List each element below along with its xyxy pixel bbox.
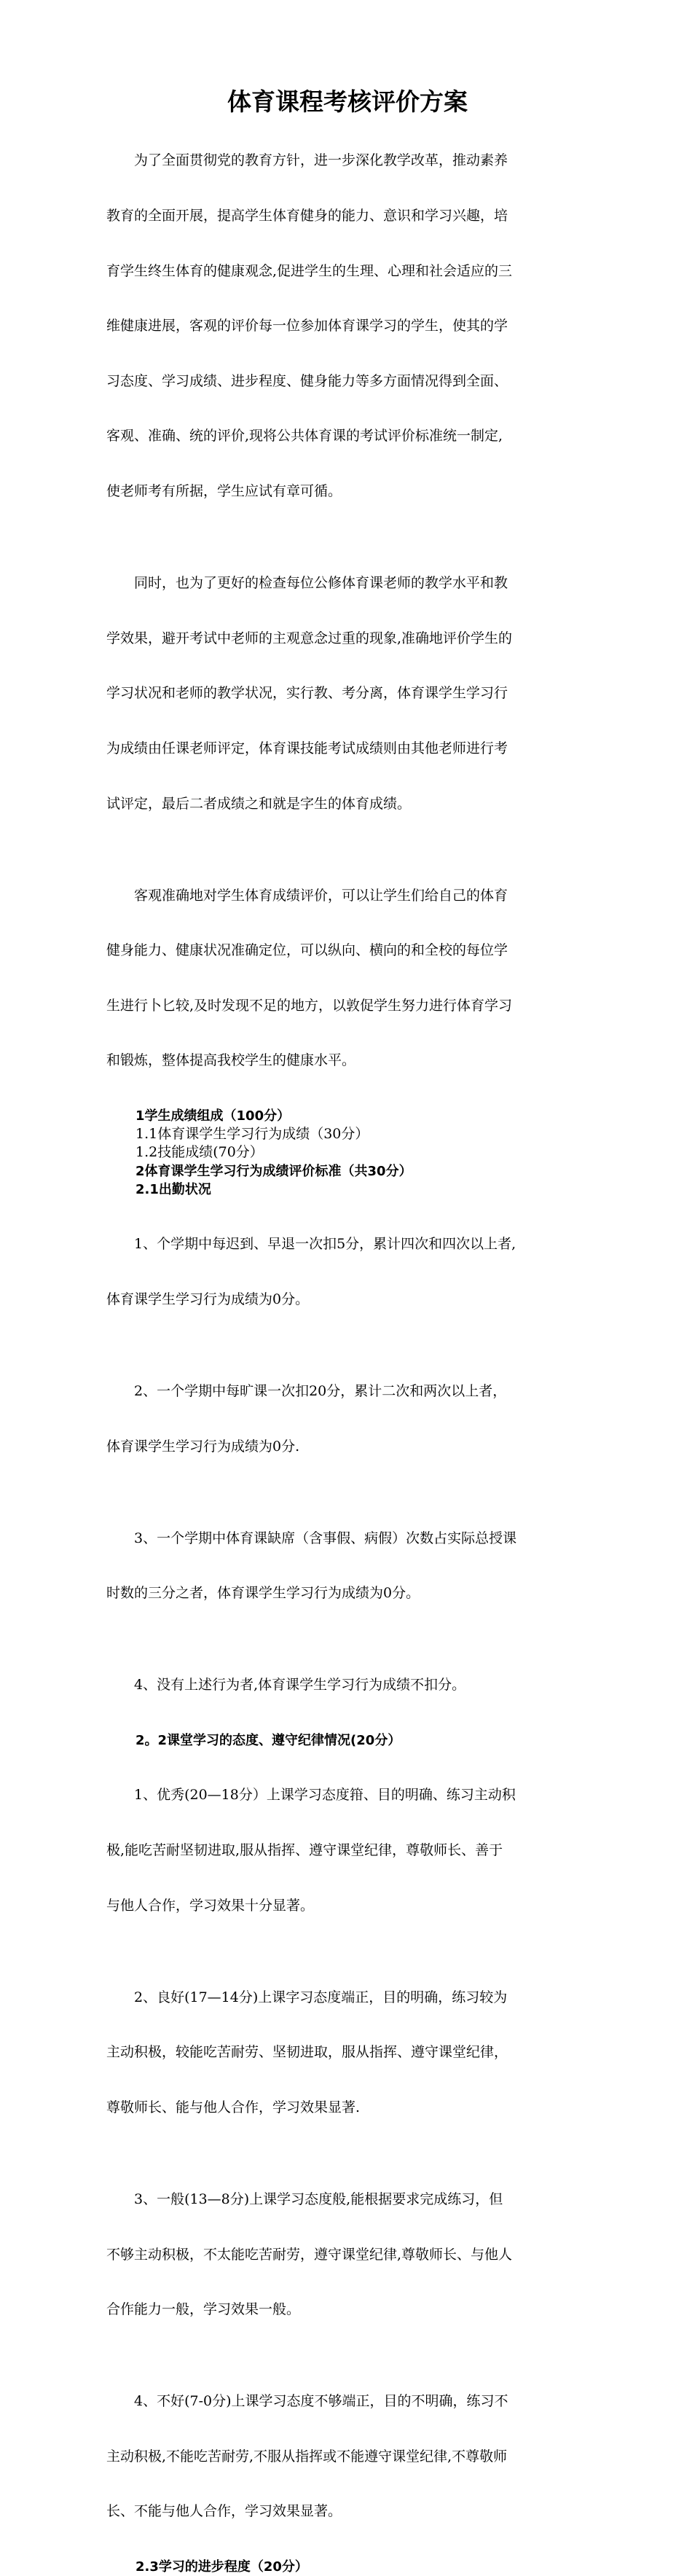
section-item: 1.1体育课学生学习行为成绩（30分） bbox=[135, 1126, 369, 1143]
text-line: 习态度、学习成绩、进步程度、健身能力等多方面情况得到全面、 bbox=[106, 372, 508, 389]
text-line: 1、个学期中每迟到、早退一次扣5分，累计四次和四次以上者, bbox=[134, 1236, 516, 1253]
text-line: 4、不好(7-0分)上课学习态度不够端正，目的不明确，练习不 bbox=[134, 2393, 508, 2410]
text-line: 3、一个学期中体育课缺席（含事假、病假）次数占实际总授课 bbox=[134, 1530, 517, 1546]
text-line: 与他人合作，学习效果十分显著。 bbox=[106, 1897, 315, 1914]
text-line: 2、一个学期中每旷课一次扣20分，累计二次和两次以上者， bbox=[134, 1383, 507, 1400]
text-line: 和锻炼，整体提高我校学生的健康水平。 bbox=[106, 1052, 356, 1069]
text-line: 育学生终生体育的健康观念,促进学生的生理、心理和社会适应的三 bbox=[106, 262, 513, 279]
intro-paragraph bbox=[106, 538, 589, 850]
subsection-heading: 2.1出勤状况 bbox=[135, 1181, 211, 1197]
text-line: 生进行卜匕较,及时发现不足的地方，以敦促学生努力进行体育学习 bbox=[106, 997, 513, 1014]
text-line: 教育的全面开展，提高学生体育健身的能力、意识和学习兴趣，培 bbox=[106, 208, 508, 224]
text-line: 长、不能与他人合作，学习效果显著。 bbox=[106, 2503, 342, 2520]
text-line: 2、良好(17—14分)上课字习态度端正，目的明确，练习较为 bbox=[134, 1989, 508, 2005]
intro-paragraph bbox=[106, 850, 589, 1107]
rule-paragraph bbox=[106, 2356, 589, 2558]
text-line: 极,能吃苦耐坚韧进取,服从指挥、遵守课堂纪律，尊敬师长、善于 bbox=[106, 1842, 503, 1859]
text-line: 为成绩由任课老师评定，体育课技能考试成绩则由其他老师进行考 bbox=[106, 740, 508, 756]
text-line: 3、一般(13—8分)上课学习态度般,能根据要求完成练习，但 bbox=[134, 2191, 503, 2207]
intro-paragraph bbox=[106, 115, 589, 538]
text-line: 客观、准确、统的评价,现将公共体育课的考试评价标准统一制定, bbox=[106, 428, 503, 445]
text-line: 尊敬师长、能与他人合作，学习效果显著. bbox=[106, 2099, 361, 2115]
document-page bbox=[106, 87, 589, 2576]
text-line: 使老师考有所据，学生应试有章可循。 bbox=[106, 483, 342, 500]
text-line: 维健康进展，客观的评价每一位参加体育课学习的学生，使其的学 bbox=[106, 318, 508, 334]
rule-paragraph bbox=[106, 1346, 589, 1493]
section-item: 1.2技能成绩(70分） bbox=[135, 1144, 264, 1161]
text-line: 时数的三分之者，体育课学生学习行为成绩为0分。 bbox=[106, 1585, 420, 1602]
rule-paragraph bbox=[106, 1640, 589, 1731]
rule-paragraph bbox=[106, 1951, 589, 2153]
text-line: 主动积极,不能吃苦耐劳,不服从指挥或不能遵守课堂纪律,不尊敬师 bbox=[106, 2448, 508, 2465]
text-line: 体育课学生学习行为成绩为0分。 bbox=[106, 1291, 310, 1307]
text-line: 合作能力一般，学习效果一般。 bbox=[106, 2301, 301, 2318]
text-line: 4、没有上述行为者,体育课学生学习行为成绩不扣分。 bbox=[134, 1677, 466, 1694]
text-line: 为了全面贯彻党的教育方针，进一步深化教学改革，推动素养 bbox=[134, 152, 508, 169]
text-line: 试评定，最后二者成绩之和就是字生的体育成绩。 bbox=[106, 795, 412, 812]
subsection-heading: 2。2课堂学习的态度、遵守纪律情况(20分） bbox=[135, 1732, 401, 1748]
rule-paragraph bbox=[106, 1199, 589, 1346]
text-line: 1、优秀(20—18分）上课学习态度箝、目的明确、练习主动积 bbox=[134, 1787, 516, 1804]
section-heading: 2体育课学生学习行为成绩评价标准（共30分） bbox=[135, 1163, 412, 1179]
text-line: 健身能力、健康状况准确定位，可以纵向、横向的和全校的每位学 bbox=[106, 942, 508, 959]
rule-paragraph bbox=[106, 1750, 589, 1951]
text-line: 同时，也为了更好的检查每位公修体育课老师的教学水平和教 bbox=[134, 575, 508, 592]
text-line: 体育课学生学习行为成绩为0分. bbox=[106, 1438, 300, 1455]
text-line: 不够主动积极，不太能吃苦耐劳，遵守课堂纪律,尊敬师长、与他人 bbox=[106, 2246, 513, 2263]
document-title: 体育课程考核评价方案 bbox=[227, 87, 468, 116]
text-line: 学习状况和老师的教学状况，实行教、考分离，体育课学生学习行 bbox=[106, 685, 508, 702]
subsection-heading: 2.3学习的进步程度（20分） bbox=[135, 2559, 308, 2575]
rule-paragraph bbox=[106, 1492, 589, 1640]
text-line: 主动积极，较能吃苦耐劳、坚韧进取，服从指挥、遵守课堂纪律， bbox=[106, 2044, 508, 2061]
section-heading: 1学生成绩组成（100分） bbox=[135, 1108, 291, 1124]
rule-paragraph bbox=[106, 2154, 589, 2356]
text-line: 客观准确地对学生体育成绩评价，可以让学生们给自己的体育 bbox=[134, 887, 508, 904]
text-line: 学效果，避开考试中老师的主观意念过重的现象,准确地评价学生的 bbox=[106, 630, 513, 646]
